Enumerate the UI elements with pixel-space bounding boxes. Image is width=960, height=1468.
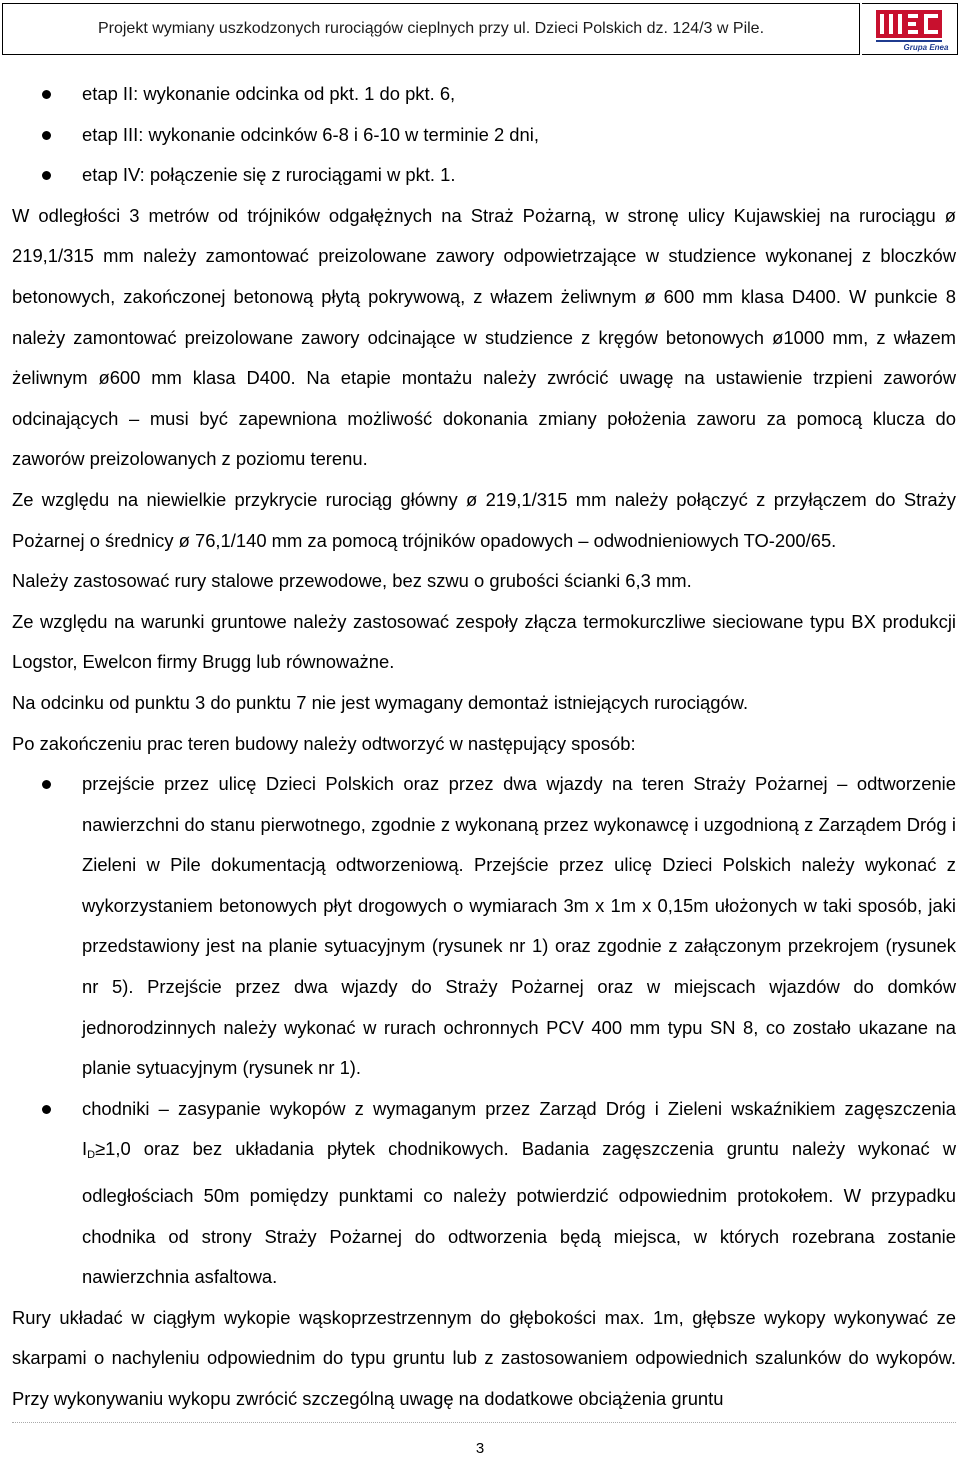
paragraph-pipes: Należy zastosować rury stalowe przewodowe, bez szwu o grubości ścianki 6,3 mm. <box>12 570 692 592</box>
list-item <box>12 155 956 196</box>
mec-logo-icon <box>862 4 956 53</box>
footer-divider <box>12 1422 956 1423</box>
paragraph-joints: Ze względu na warunki gruntowe należy zastosować zespoły złącza termokurczliwe sieciowane typu BX produkcji Logstor, Ewelcon firmy Brugg lub równoważne. <box>12 610 956 673</box>
paragraph-valves: W odległości 3 metrów od trójników odgałężnych na Straż Pożarną, w stronę ulicy Kujawskiej na rurociągu ø 219,1/315 mm należy zamontować preizolowane zawory odpowietrzające w studzience wykonanej z bloczków betonowych, zakończonej betonową płytą pokrywową, z włazem żeliwnym ø 600 mm klasa D400. W punkcie 8 należy zamontować preizolowane zawory odcinające w studzience z kręgów betonowych ø1000 mm, z włazem żeliwnym ø600 mm klasa D400. Na etapie montażu należy zwrócić uwagę na ustawienie trzpieni zaworów odcinających – musi być zapewniona możliwość dokonania zmiany położenia zaworu za pomocą klucza do zaworów preizolowanych z poziomu terenu. <box>12 204 956 470</box>
logo-subtitle: Grupa Enea <box>903 43 949 52</box>
document-body <box>12 74 956 1420</box>
bullet-icon <box>42 780 51 789</box>
company-logo <box>862 3 958 55</box>
restoration-text: przejście przez ulicę Dzieci Polskich oraz przez dwa wjazdy na teren Straży Pożarnej – odtworzenie nawierzchni do stanu pierwotnego, zgodnie z wykonaną przez wykonawcę i uzgodnioną z Zarządem Dróg i Zieleni w Pile dokumentacją odtworzeniową. Przejście przez ulicę Dzieci Polskich należy wykonać z wykorzystaniem betonowych płyt drogowych o wymiarach 3m x 1m x 0,15m ułożonych w taki sposób, jaki przedstawiony jest na planie sytuacyjnym (rysunek nr 1) oraz zgodnie z załączonym przekrojem (rysunek nr 5). Przejście przez dwa wjazdy do Straży Pożarnej oraz w miejscach wjazdów do domków jednorodzinnych należy wykonać w rurach ochronnych PCV 400 mm typu SN 8, co zostało ukazane na planie sytuacyjnym (rysunek nr 1). <box>82 773 956 1079</box>
stage-text: etap II: wykonanie odcinka od pkt. 1 do pkt. 6, <box>82 83 456 104</box>
page-header <box>0 0 960 62</box>
paragraph-connection: Ze względu na niewielkie przykrycie rurociąg główny ø 219,1/315 mm należy połączyć z przyłączem do Straży Pożarnej o średnicy ø 76,1/140 mm za pomocą trójników opadowych – odwodnieniowych TO-200/65. <box>12 488 956 551</box>
bullet-icon <box>42 90 51 99</box>
subscript: D <box>87 1149 96 1162</box>
paragraph-dismantling: Na odcinku od punktu 3 do punktu 7 nie jest wymagany demontaż istniejących rurociągów. <box>12 691 749 713</box>
paragraph-restoration-intro: Po zakończeniu prac teren budowy należy odtworzyć w następujący sposób: <box>12 732 636 754</box>
restoration-list <box>12 764 956 1298</box>
bullet-icon <box>42 131 51 140</box>
bullet-icon <box>42 1105 51 1114</box>
restoration-text: ≥1,0 oraz bez układania płytek chodnikowych. Badania zagęszczenia gruntu należy wykonać w odległościach 50m pomiędzy punktami co należy potwierdzić odpowiednim protokołem. W przypadku chodnika od strony Straży Pożarnej do odtworzenia będą miejsca, w których rozebrana zostanie nawierzchnia asfaltowa. <box>82 1138 956 1288</box>
list-item <box>12 1089 956 1298</box>
stage-list <box>12 74 956 196</box>
stage-text: etap III: wykonanie odcinków 6-8 i 6-10 w terminie 2 dni, <box>82 123 539 145</box>
document-title: Projekt wymiany uszkodzonych rurociągów cieplnych przy ul. Dzieci Polskich dz. 124/3 w Pile. <box>2 3 860 55</box>
bullet-icon <box>42 171 51 180</box>
restoration-text: chodniki – zasypanie wykopów z wymaganym przez Zarząd Dróg i Zieleni wskaźnikiem zagęszczenia I <box>82 1097 956 1160</box>
paragraph-excavation: Rury układać w ciągłym wykopie wąskoprzestrzennym do głębokości max. 1m, głębsze wykopy wykonywać ze skarpami o nachyleniu odpowiednim do typu gruntu lub z zastosowaniem odpowiednich szalunków do wykopów. Przy wykonywaniu wykopu zwrócić szczególną uwagę na dodatkowe obciążenia gruntu <box>12 1306 956 1409</box>
stage-text: etap IV: połączenie się z rurociągami w pkt. 1. <box>82 164 456 186</box>
page-number: 3 <box>475 1440 485 1457</box>
list-item <box>12 74 956 115</box>
list-item <box>12 115 956 156</box>
list-item <box>12 764 956 1089</box>
